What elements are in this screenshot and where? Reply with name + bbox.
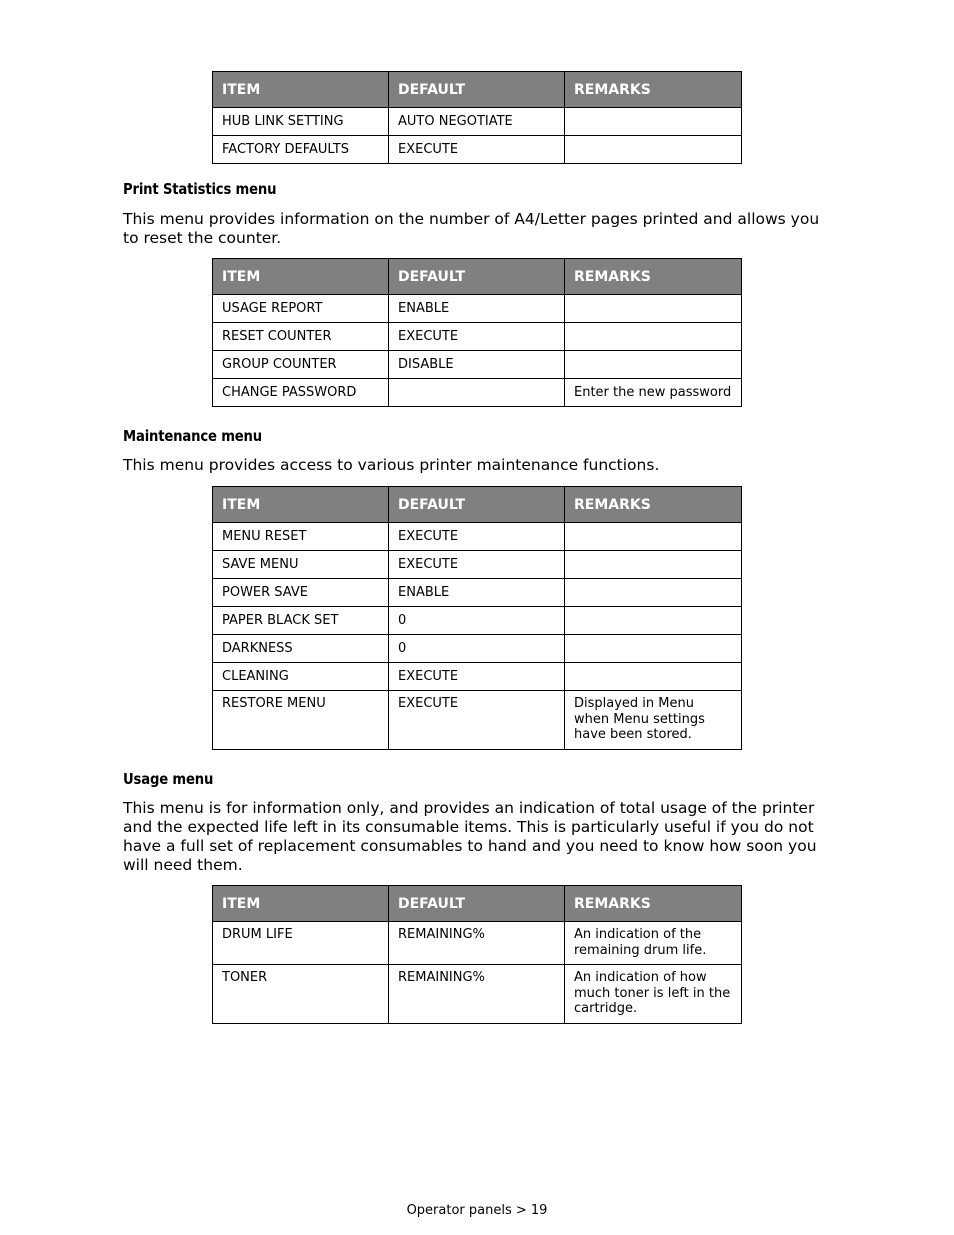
cell-default: DISABLE	[389, 351, 565, 379]
table-header	[213, 72, 742, 108]
table-row	[213, 523, 742, 551]
usage-table	[212, 885, 742, 1024]
table-row	[213, 579, 742, 607]
cell-item: MENU RESET	[213, 523, 389, 551]
cell-item: PAPER BLACK SET	[213, 607, 389, 635]
cell-remarks	[565, 351, 742, 379]
table-header	[213, 487, 742, 523]
cell-remarks	[565, 295, 742, 323]
network-menu-table	[212, 71, 742, 164]
table-row	[213, 295, 742, 323]
cell-default: EXECUTE	[389, 551, 565, 579]
column-header-default: DEFAULT	[389, 259, 565, 295]
cell-remarks	[565, 523, 742, 551]
print-statistics-table	[212, 258, 742, 407]
table-header	[213, 259, 742, 295]
column-header-remarks: REMARKS	[565, 72, 742, 108]
column-header-remarks: REMARKS	[565, 487, 742, 523]
cell-default: EXECUTE	[389, 663, 565, 691]
column-header-default: DEFAULT	[389, 886, 565, 922]
table-row	[213, 663, 742, 691]
column-header-remarks: REMARKS	[565, 886, 742, 922]
cell-item: GROUP COUNTER	[213, 351, 389, 379]
cell-item: HUB LINK SETTING	[213, 108, 389, 136]
cell-item: USAGE REPORT	[213, 295, 389, 323]
cell-item: POWER SAVE	[213, 579, 389, 607]
table-row	[213, 551, 742, 579]
section-title-usage: Usage menu	[123, 770, 214, 788]
column-header-item: ITEM	[213, 487, 389, 523]
section-title-print-statistics: Print Statistics menu	[123, 180, 277, 198]
cell-remarks: Enter the new password	[565, 379, 742, 407]
cell-default: ENABLE	[389, 579, 565, 607]
cell-remarks	[565, 635, 742, 663]
table-row	[213, 691, 742, 750]
cell-remarks	[565, 663, 742, 691]
table-row	[213, 607, 742, 635]
cell-remarks: An indication of the remaining drum life.	[565, 922, 742, 965]
cell-default: REMAINING%	[389, 965, 565, 1024]
cell-default: 0	[389, 635, 565, 663]
cell-item: SAVE MENU	[213, 551, 389, 579]
cell-default: AUTO NEGOTIATE	[389, 108, 565, 136]
cell-remarks: Displayed in Menu when Menu settings have been stored.	[565, 691, 742, 750]
column-header-item: ITEM	[213, 72, 389, 108]
cell-remarks	[565, 136, 742, 164]
section-description-maintenance: This menu provides access to various printer maintenance functions.	[123, 456, 660, 474]
table-row	[213, 635, 742, 663]
cell-default	[389, 379, 565, 407]
page-footer: Operator panels > 19	[406, 1203, 548, 1218]
cell-default: EXECUTE	[389, 323, 565, 351]
cell-item: RESET COUNTER	[213, 323, 389, 351]
column-header-remarks: REMARKS	[565, 259, 742, 295]
cell-remarks	[565, 607, 742, 635]
section-description-usage: This menu is for information only, and provides an indication of total usage of the printer and the expected life left in its consumable items. This is particularly useful if you do not have a full set of replacement consumables to hand and you need to know how soon you will need them.	[123, 799, 817, 874]
cell-item: RESTORE MENU	[213, 691, 389, 750]
cell-remarks	[565, 579, 742, 607]
cell-remarks	[565, 323, 742, 351]
table-row	[213, 108, 742, 136]
table-header	[213, 886, 742, 922]
cell-item: CLEANING	[213, 663, 389, 691]
cell-default: ENABLE	[389, 295, 565, 323]
cell-item: FACTORY DEFAULTS	[213, 136, 389, 164]
column-header-item: ITEM	[213, 259, 389, 295]
cell-default: EXECUTE	[389, 136, 565, 164]
section-title-maintenance: Maintenance menu	[123, 427, 262, 445]
cell-default: REMAINING%	[389, 922, 565, 965]
cell-item: TONER	[213, 965, 389, 1024]
table-row	[213, 922, 742, 965]
cell-default: 0	[389, 607, 565, 635]
table-row	[213, 351, 742, 379]
column-header-default: DEFAULT	[389, 72, 565, 108]
cell-remarks	[565, 551, 742, 579]
maintenance-table	[212, 486, 742, 750]
cell-default: EXECUTE	[389, 523, 565, 551]
table-row	[213, 323, 742, 351]
column-header-default: DEFAULT	[389, 487, 565, 523]
cell-remarks	[565, 108, 742, 136]
cell-remarks: An indication of how much toner is left in the cartridge.	[565, 965, 742, 1024]
cell-item: CHANGE PASSWORD	[213, 379, 389, 407]
cell-default: EXECUTE	[389, 691, 565, 750]
table-row	[213, 965, 742, 1024]
cell-item: DARKNESS	[213, 635, 389, 663]
column-header-item: ITEM	[213, 886, 389, 922]
section-description-print-statistics: This menu provides information on the number of A4/Letter pages printed and allows you to reset the counter.	[123, 210, 820, 247]
table-row	[213, 379, 742, 407]
table-row	[213, 136, 742, 164]
cell-item: DRUM LIFE	[213, 922, 389, 965]
